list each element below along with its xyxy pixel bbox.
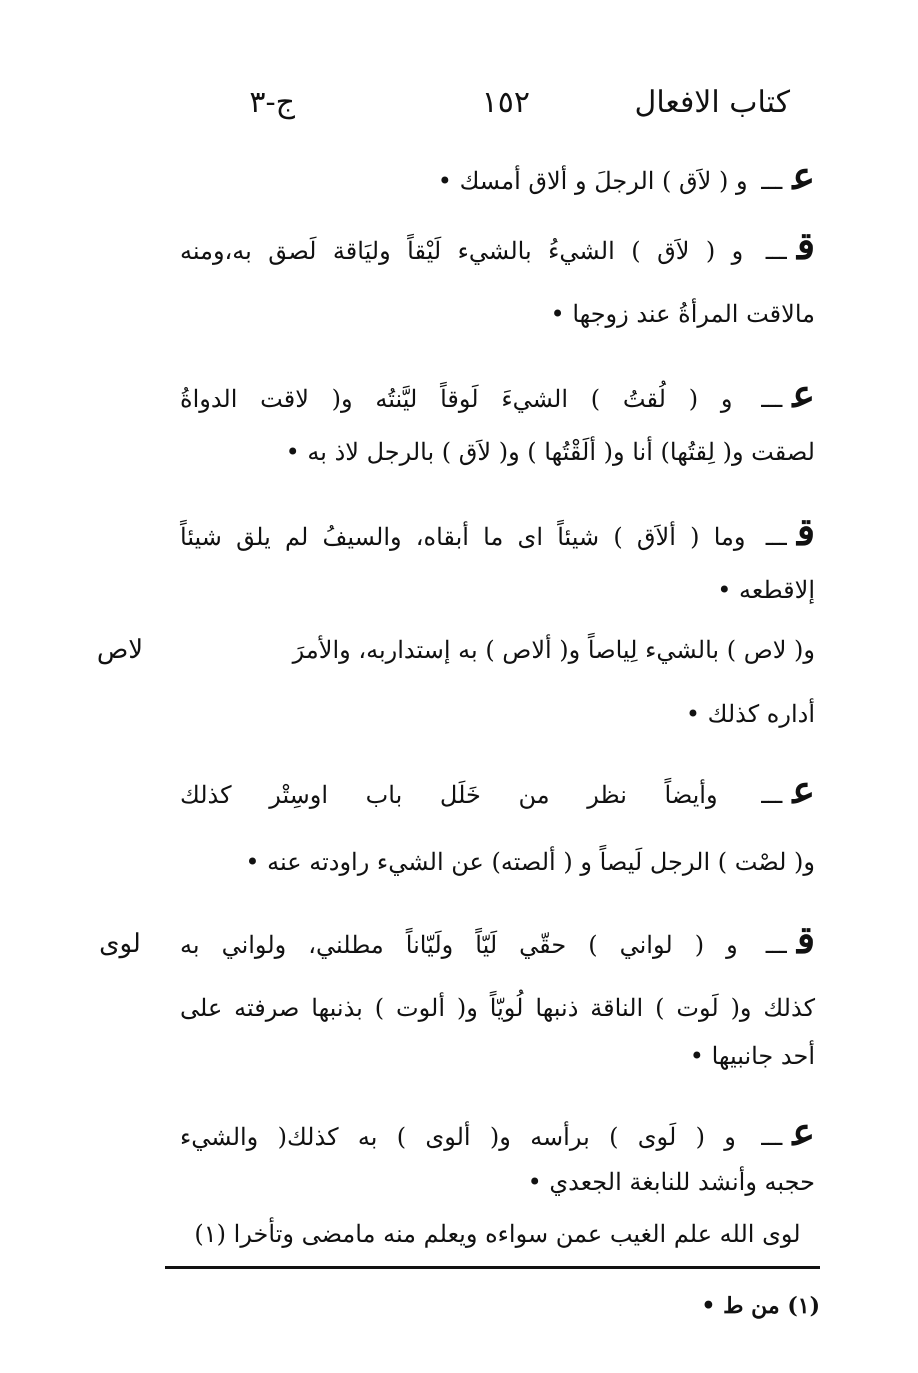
line-text: كذلك و( لَوت ) الناقة ذنبها لُويّاً و( ألوت ) بذنبها صرفته على xyxy=(180,994,815,1022)
dash: ـــ xyxy=(761,385,783,413)
text-line xyxy=(180,290,815,338)
line-text: وما ( ألاَق ) شيئاً اى ما أبقاه، والسيفُ لم يلق شيئاً xyxy=(180,523,746,551)
text-line xyxy=(180,152,815,200)
line-text: لصقت و( لِقتُها) أنا و( ألَقْتُها ) و( لاَق ) بالرجل لاذ به • xyxy=(285,438,815,466)
entry-marker: ع xyxy=(792,153,815,198)
line-text: إلاقطعه • xyxy=(717,576,815,604)
page-header xyxy=(180,78,790,128)
text-line xyxy=(180,1158,815,1206)
dash: ـــ xyxy=(761,781,783,809)
entry-marker: ق xyxy=(796,509,815,554)
footnote-divider xyxy=(165,1266,820,1269)
text-line xyxy=(180,508,815,556)
text-line xyxy=(180,838,815,886)
entry-marker: ع xyxy=(792,1109,815,1154)
line-text: و ( لَوى ) برأسه و( ألوى ) به كذلك( والشيء xyxy=(180,1123,736,1151)
line-text: و( لاص ) بالشيء لِياصاً و( ألاص ) به إستداربه، والأمرَ xyxy=(292,636,815,664)
volume-label: ج-٣ xyxy=(249,85,295,120)
line-text: و( لصْت ) الرجل لَيصاً و ( ألصته) عن الشيء راودته عنه • xyxy=(245,848,815,876)
text-line xyxy=(180,984,815,1032)
entry-marker: ق xyxy=(796,223,815,268)
entry-marker: ع xyxy=(792,767,815,812)
entry-marker: ق xyxy=(796,917,815,962)
line-text: مالاقت المرأةُ عند زوجها • xyxy=(550,300,815,328)
margin-lemma: لوى xyxy=(99,929,141,959)
line-text: و ( لواني ) حقّي لَيّاً ولَيّاناً مطلني، ولواني به xyxy=(180,931,738,959)
page-number: ١٥٢ xyxy=(481,85,530,120)
line-text: و ( لُقتُ ) الشيءَ لَوقاً ليَّنتُه و( لاقت الدواةُ xyxy=(180,385,733,413)
book-title: كتاب الافعال xyxy=(634,85,790,120)
line-text: و ( لاَق ) الرجلَ و ألاق أمسك • xyxy=(437,167,748,195)
margin-lemma: لاص xyxy=(96,635,144,665)
text-line xyxy=(180,428,815,476)
dash: ـــ xyxy=(765,931,787,959)
text-line xyxy=(180,222,815,270)
dash: ـــ xyxy=(761,167,783,195)
footnote: (١) من ط • xyxy=(701,1293,820,1319)
entry-marker: ع xyxy=(792,371,815,416)
poem-verse: لوى الله علم الغيب عمن سواءه ويعلم منه مامضى وتأخرا (١) xyxy=(194,1220,801,1248)
line-text: وأيضاً نظر من خَلَل باب اوسِتْر كذلك xyxy=(180,781,718,809)
text-line xyxy=(180,566,815,614)
dash: ـــ xyxy=(761,1123,783,1151)
text-line xyxy=(180,766,815,814)
text-line xyxy=(180,916,815,964)
line-text: أحد جانبيها • xyxy=(689,1042,815,1070)
line-text: حجبه وأنشد للنابغة الجعدي • xyxy=(527,1168,815,1196)
line-text: أداره كذلك • xyxy=(685,700,815,728)
text-line xyxy=(250,626,815,674)
text-line xyxy=(180,1032,815,1080)
dash: ـــ xyxy=(765,237,787,265)
text-line xyxy=(180,1108,815,1156)
text-line xyxy=(180,370,815,418)
line-text: و ( لاَق ) الشيءُ بالشيء لَيْقاً وليَاقة لَصق به،ومنه xyxy=(180,237,744,265)
dash: ـــ xyxy=(765,523,787,551)
text-line xyxy=(180,690,815,738)
